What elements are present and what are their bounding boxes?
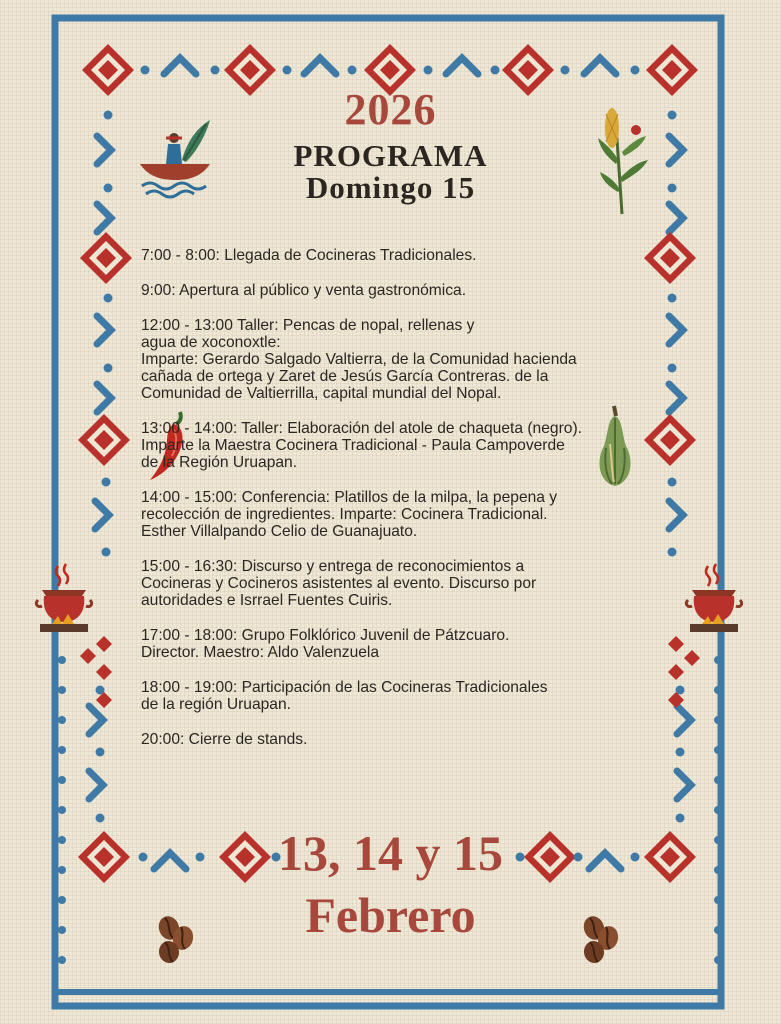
cooking-pot-icon: [34, 562, 94, 634]
program-title: PROGRAMA: [293, 138, 488, 173]
schedule-item: [141, 282, 661, 299]
schedule-line: Director. Maestro: Aldo Valenzuela: [141, 644, 380, 661]
schedule-line: 20:00: Cierre de stands.: [141, 731, 308, 748]
schedule-line: cañada de ortega y Zaret de Jesús García Contreras. de la: [141, 368, 549, 385]
schedule-line: Imparte: Gerardo Salgado Valtierra, de la Comunidad hacienda: [141, 351, 577, 368]
schedule-line: autoridades e Isrrael Fuentes Cuiris.: [141, 592, 393, 609]
schedule-item: [141, 558, 661, 609]
schedule-line: agua de xoconoxtle:: [141, 334, 281, 351]
schedule-item: [141, 627, 661, 661]
cooking-pot-icon: [684, 562, 744, 634]
schedule-line: 14:00 - 15:00: Conferencia: Platillos de la milpa, la pepena y: [141, 489, 558, 506]
schedule-item: [141, 420, 661, 471]
schedule-item: [141, 731, 661, 748]
schedule-line: 15:00 - 16:30: Discurso y entrega de reconocimientos a: [141, 558, 525, 575]
schedule-item: [141, 317, 661, 402]
schedule-line: 17:00 - 18:00: Grupo Folklórico Juvenil de Pátzcuaro.: [141, 627, 510, 644]
schedule-line: 12:00 - 13:00 Taller: Pencas de nopal, rellenas y: [141, 317, 475, 334]
schedule-line: 13:00 - 14:00: Taller: Elaboración del atole de chaqueta (negro).: [141, 420, 582, 437]
schedule-line: 18:00 - 19:00: Participación de las Cocineras Tradicionales: [141, 679, 548, 696]
schedule-line: 9:00: Apertura al público y venta gastronómica.: [141, 282, 467, 299]
schedule-line: de la región Uruapan.: [141, 696, 291, 713]
schedule-line: Imparte la Maestra Cocinera Tradicional - Paula Campoverde: [141, 437, 565, 454]
schedule-line: Comunidad de Valtierrilla, capital mundial del Nopal.: [141, 385, 502, 402]
schedule-item: [141, 489, 661, 540]
program-day: Domingo 15: [305, 170, 476, 205]
schedule-line: Esther Villalpando Celio de Guanajuato.: [141, 523, 418, 540]
schedule-item: [141, 247, 661, 264]
schedule-line: recolección de ingredientes. Imparte: Cocinera Tradicional.: [141, 506, 548, 523]
event-month: Febrero: [305, 887, 476, 943]
schedule-line: Cocineras y Cocineros asistentes al evento. Discurso por: [141, 575, 537, 592]
schedule-item: [141, 679, 661, 713]
event-dates: 13, 14 y 15: [278, 825, 503, 881]
schedule-line: de la Región Uruapan.: [141, 454, 298, 471]
schedule-line: 7:00 - 8:00: Llegada de Cocineras Tradicionales.: [141, 247, 477, 264]
schedule-list: [141, 247, 661, 766]
event-year: 2026: [344, 85, 437, 134]
